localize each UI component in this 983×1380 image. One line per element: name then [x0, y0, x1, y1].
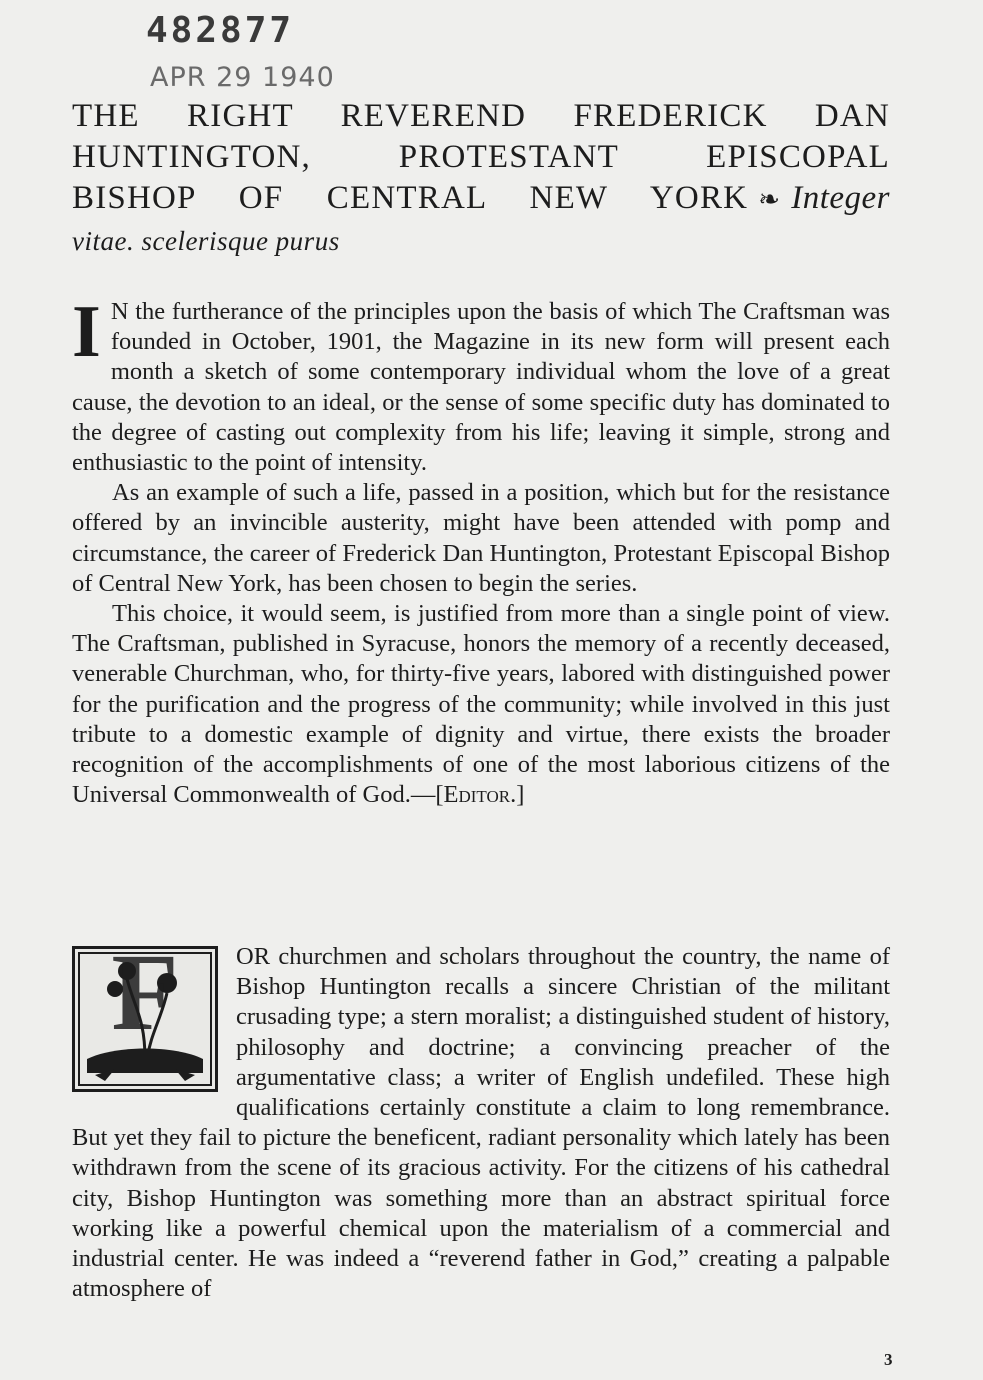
intro-paragraph-3	[72, 599, 890, 810]
motto-continuation: vitae. scelerisque purus	[72, 226, 340, 256]
intro-paragraph-3-close: ]	[516, 781, 525, 809]
intro-paragraph-3-text: This choice, it would seem, is justified from more than a single point of view. The Craftsman, published in Syracuse, honors the memory of a recently deceased, venerable Churchman, who, for thirty-five years, labored with distinguished power for the purification and the progress of the community; while involved in this just tribute to a domestic example of dignity and virtue, there exists the broader recognition of the accomplishments of one of the most laborious citizens of the Universal Commonwealth of God.—[	[72, 600, 890, 809]
intro-paragraph-1	[72, 291, 890, 478]
page-number: 3	[884, 1350, 893, 1369]
motto-start: Integer	[791, 180, 890, 216]
editor-signature: Editor.	[443, 781, 517, 809]
intro-paragraph-2: As an example of such a life, passed in a position, which but for the resistance offered by an invincible austerity, might have been attended with pomp and circumstance, the career of Frederick Dan Huntington, Protestant Episcopal Bishop of Central New York, has been chosen to begin the series.	[72, 479, 890, 597]
initial-monogram: FCO	[131, 1077, 147, 1084]
title-line-3-text: BISHOP OF CENTRAL NEW YORK	[72, 180, 749, 216]
article-title	[72, 96, 890, 220]
article-paragraph-1: OR churchmen and scholars throughout the country, the name of Bishop Huntington recalls a sincere Christian of the militant crusading type; a stern moralist; a distinguished student of history, philosophy and doctrine; a convincing preacher of the argumentative class; a writer of English undefiled. These high qualifications certainly constitute a claim to long remembrance. But yet they fail to picture the beneficent, radiant personality which lately has been withdrawn from the scene of its gracious activity. For the citizens of his cathedral city, Bishop Huntington was something more than an abstract spiritual force working like a powerful chemical upon the materialism of a commercial and industrial center. He was indeed a “reverend father in God,” creating a palpable atmosphere of	[72, 943, 890, 1303]
decorated-initial	[72, 946, 218, 1092]
date-stamp: APR 29 1940	[150, 62, 335, 93]
drop-cap-letter: I	[72, 291, 101, 373]
title-line-2: HUNTINGTON, PROTESTANT EPISCOPAL	[72, 139, 890, 175]
decorated-initial-illustration	[75, 949, 215, 1089]
initial-letter: F	[111, 949, 179, 1053]
fleuron-icon: ❧	[758, 185, 782, 214]
intro-paragraph-1-text: N the furtherance of the principles upon the basis of which The Craftsman was founded in October, 1901, the Magazine in its new form will present each month a sketch of some contemporary individual whom the love of a great cause, the devotion to an ideal, or the sense of some specific duty has dominated to the degree of casting out complexity from his life; leaving it simple, strong and enthusiastic to the point of intensity.	[72, 298, 890, 477]
title-line-3	[72, 178, 890, 220]
title-line-1: THE RIGHT REVEREND FREDERICK DAN	[72, 98, 890, 134]
article-body	[72, 942, 890, 1304]
editor-introduction	[72, 291, 890, 810]
accession-number-stamp: 482877	[146, 10, 295, 51]
